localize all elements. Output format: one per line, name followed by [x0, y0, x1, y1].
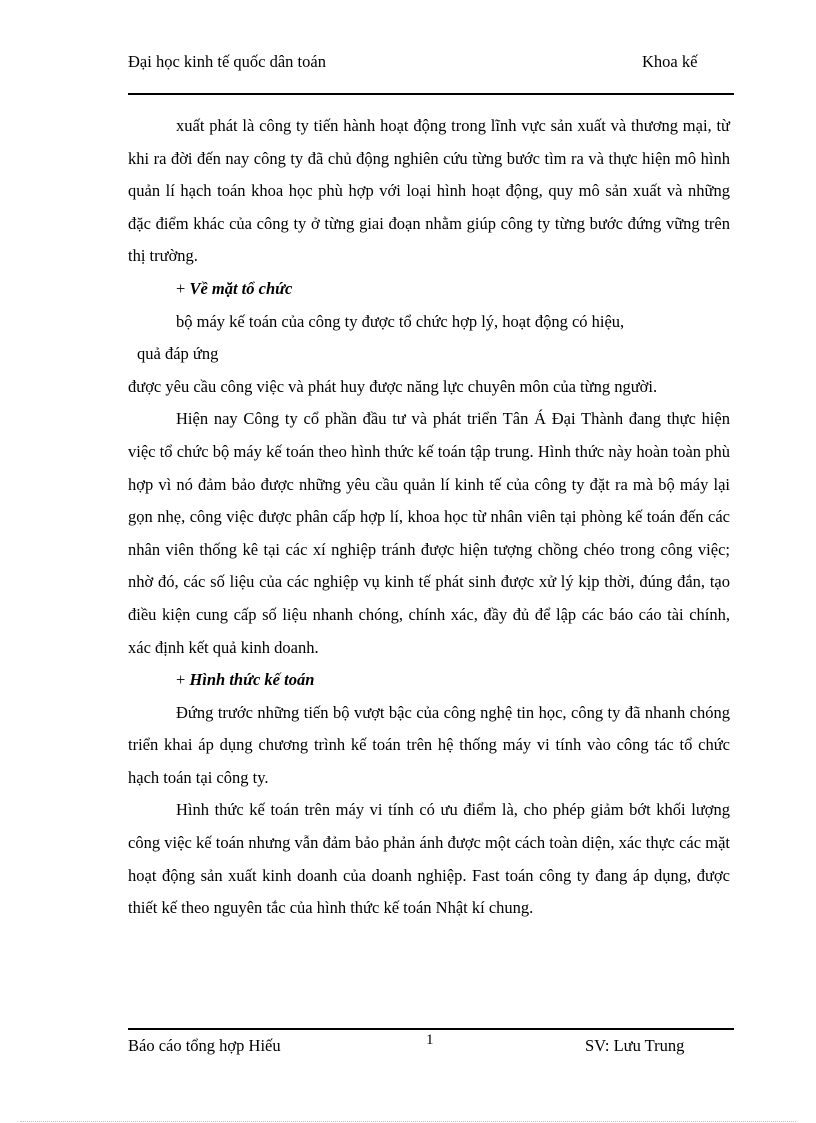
header-rule — [128, 93, 734, 95]
footer-rule — [128, 1028, 734, 1030]
page-number: 1 — [426, 1032, 434, 1048]
paragraph-4: Hiện nay Công ty cổ phần đầu tư và phát triển Tân Á Đại Thành đang thực hiện việc tổ chức bộ máy kế toán theo hình thức kế toán tập trung. Hình thức này hoàn toàn phù hợp vì nó đảm bảo được những yêu cầu quản lí kinh tế của công ty đặt ra mà bộ máy lại gọn nhẹ, công việc được phân cấp hợp lí, khoa học từ nhân viên tại phòng kế toán đến các nhân viên thống kê tại các xí nghiệp tránh được hiện tượng chồng chéo trong công việc; nhờ đó, các số liệu của các nghiệp vụ kinh tế phát sinh được xử lý kịp thời, đúng đắn, tạo điều kiện cung cấp số liệu nhanh chóng, chính xác, đầy đủ để lập các báo cáo tài chính, xác định kết quả kinh doanh. — [128, 409, 730, 657]
heading-text: Về mặt tổ chức — [189, 278, 293, 298]
document-body — [128, 110, 730, 925]
heading-prefix: + — [176, 278, 190, 298]
section-heading-organization — [128, 273, 730, 306]
paragraph-3: được yêu cầu công việc và phát huy được năng lực chuyên môn của từng người. — [128, 376, 658, 396]
paragraph-1: xuất phát là công ty tiến hành hoạt động trong lĩnh vực sản xuất và thương mại, từ khi ra đời đến nay công ty đã chủ động nghiên cứu từng bước tìm ra và thực hiện mô hình quản lí hạch toán khoa học phù hợp với loại hình hoạt động, quy mô sản xuất và những đặc điểm khác của công ty ở từng giai đoạn nhằm giúp công ty từng bước đứng vững trên thị trường. — [128, 116, 730, 266]
footer-left-text: Báo cáo tổng hợp Hiếu — [128, 1036, 281, 1055]
section-heading-accounting-form — [128, 664, 730, 697]
heading-text: Hình thức kế toán — [189, 670, 315, 690]
paragraph-5: Đứng trước những tiến bộ vượt bậc của công nghệ tin học, công ty đã nhanh chóng triển khai áp dụng chương trình kế toán trên hệ thống máy vi tính vào công tác tổ chức hạch toán tại công ty. — [128, 702, 730, 787]
paragraph-6: Hình thức kế toán trên máy vi tính có ưu điểm là, cho phép giảm bớt khối lượng công việc kế toán nhưng vẫn đảm bảo phản ánh được một cách toàn diện, xác thực các mặt hoạt động sản xuất kinh doanh của doanh nghiệp. Fast toán công ty đang áp dụng, được thiết kế theo nguyên tắc của hình thức kế toán Nhật kí chung. — [128, 800, 730, 918]
page-edge-divider — [20, 1121, 796, 1122]
heading-prefix: + — [176, 670, 190, 690]
header-right-text: Khoa kế — [642, 52, 698, 71]
header-left-text: Đại học kinh tế quốc dân toán — [128, 52, 326, 71]
paragraph-2-continuation: quả đáp ứng — [137, 344, 219, 364]
footer-right-text: SV: Lưu Trung — [585, 1036, 685, 1055]
paragraph-2: bộ máy kế toán của công ty được tổ chức hợp lý, hoạt động có hiệu, — [176, 311, 625, 331]
